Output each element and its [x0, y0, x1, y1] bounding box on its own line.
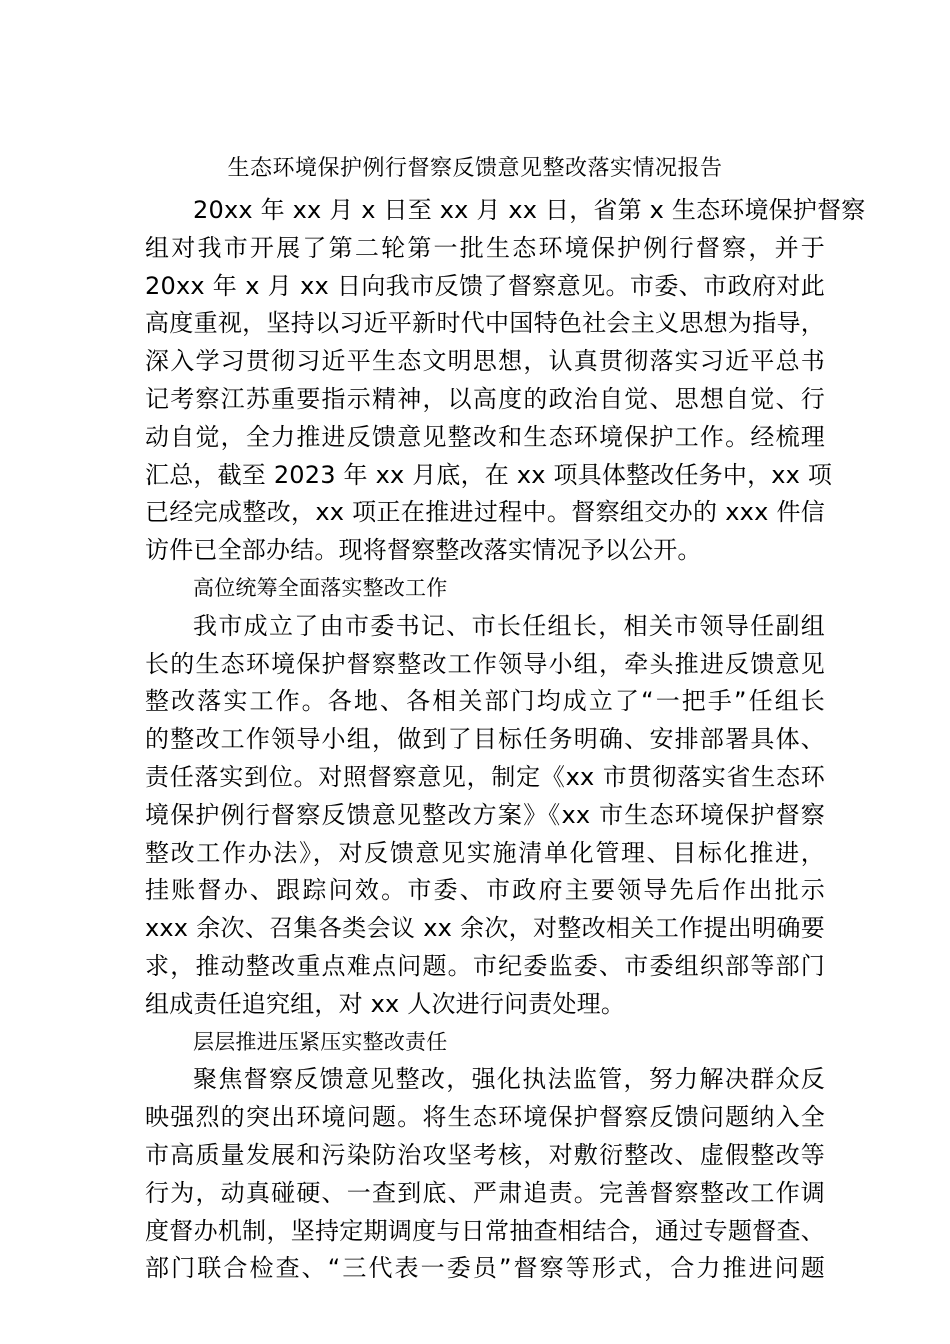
paragraph-line: 行为，动真碰硬、一查到底、严肃追责。完善督察整改工作调 — [145, 1178, 825, 1207]
paragraph-line: 整改落实工作。各地、各相关部门均成立了“一把手”任组长 — [145, 687, 825, 716]
paragraph-line: 20xx 年 x 月 xx 日向我市反馈了督察意见。市委、市政府对此 — [145, 271, 825, 300]
paragraph-line: 整改工作办法》，对反馈意见实施清单化管理、目标化推进， — [145, 838, 825, 867]
paragraph-line: 度督办机制，坚持定期调度与日常抽查相结合，通过专题督查、 — [145, 1216, 825, 1245]
paragraph-line: 境保护例行督察反馈意见整改方案》《xx 市生态环境保护督察 — [145, 800, 825, 829]
paragraph-line: 汇总，截至 2023 年 xx 月底，在 xx 项具体整改任务中，xx 项 — [145, 460, 833, 489]
document-body — [145, 192, 866, 1288]
paragraph-line: 访件已全部办结。现将督察整改落实情况予以公开。 — [145, 536, 702, 565]
paragraph-line: 组成责任追究组，对 xx 人次进行问责处理。 — [145, 989, 626, 1018]
paragraph-line: 求，推动整改重点难点问题。市纪委监委、市委组织部等部门 — [145, 951, 825, 980]
section-heading: 层层推进压紧压实整改责任 — [193, 1029, 448, 1054]
paragraph-line: 记考察江苏重要指示精神，以高度的政治自觉、思想自觉、行 — [145, 384, 825, 413]
paragraph-line: 市高质量发展和污染防治攻坚考核，对敷衍整改、虚假整改等 — [145, 1140, 825, 1169]
paragraph-line: xxx 余次、召集各类会议 xx 余次，对整改相关工作提出明确要 — [145, 914, 825, 943]
paragraph-line: 高度重视，坚持以习近平新时代中国特色社会主义思想为指导， — [145, 309, 825, 338]
paragraph-line: 组对我市开展了第二轮第一批生态环境保护例行督察，并于 — [145, 233, 825, 262]
paragraph-line: 已经完成整改，xx 项正在推进过程中。督察组交办的 xxx 件信 — [145, 498, 825, 527]
paragraph-line: 聚焦督察反馈意见整改，强化执法监管，努力解决群众反 — [193, 1065, 825, 1094]
paragraph-line: 动自觉，全力推进反馈意见整改和生态环境保护工作。经梳理 — [145, 422, 825, 451]
paragraph-line: 20xx 年 xx 月 x 日至 xx 月 xx 日，省第 x 生态环境保护督察 — [193, 196, 866, 224]
paragraph-line: 深入学习贯彻习近平生态文明思想，认真贯彻落实习近平总书 — [145, 347, 825, 376]
paragraph-line: 映强烈的突出环境问题。将生态环境保护督察反馈问题纳入全 — [145, 1103, 825, 1132]
paragraph-line: 责任落实到位。对照督察意见，制定《xx 市贯彻落实省生态环 — [145, 762, 825, 791]
section-heading: 高位统筹全面落实整改工作 — [193, 575, 448, 600]
paragraph-line: 长的生态环境保护督察整改工作领导小组，牵头推进反馈意见 — [145, 649, 825, 678]
paragraph-line: 挂账督办、跟踪问效。市委、市政府主要领导先后作出批示 — [145, 876, 825, 905]
document-title: 生态环境保护例行督察反馈意见整改落实情况报告 — [227, 156, 723, 181]
paragraph-line: 我市成立了由市委书记、市长任组长，相关市领导任副组 — [193, 611, 825, 640]
paragraph-line: 部门联合检查、“三代表一委员”督察等形式，合力推进问题 — [145, 1254, 825, 1283]
paragraph-line: 的整改工作领导小组，做到了目标任务明确、安排部署具体、 — [145, 725, 825, 754]
